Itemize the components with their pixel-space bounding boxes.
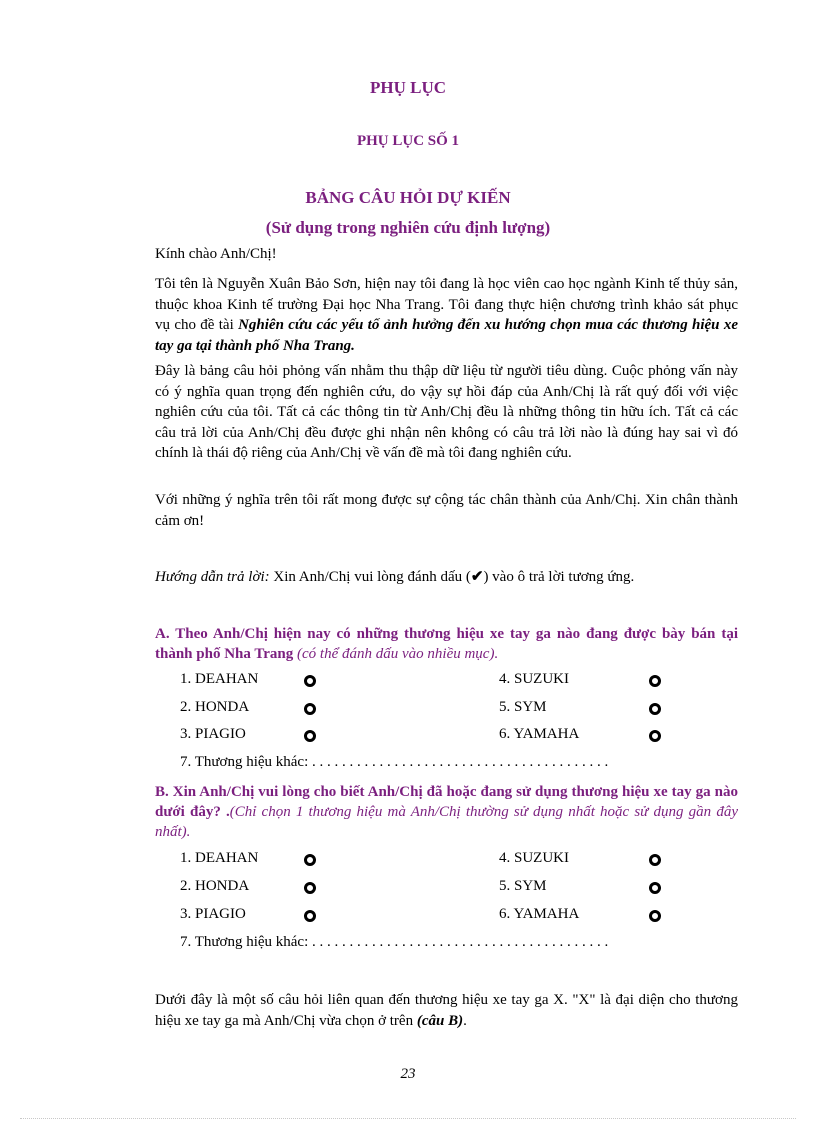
question-b-other-brand[interactable]: 7. Thương hiệu khác: . . . . . . . . . . . . . . . . . . . . . . . . . . . . . . . . . . . . . . . .	[180, 934, 609, 950]
option-sym: 5. SYM	[499, 878, 547, 894]
appendix-number: PHỤ LỤC SỐ 1	[356, 133, 460, 149]
radio-honda[interactable]	[304, 703, 316, 715]
option-yamaha: 6. YAMAHA	[499, 726, 580, 742]
option-suzuki: 4. SUZUKI	[499, 850, 569, 866]
closing-paragraph	[155, 990, 738, 1031]
instruction	[155, 567, 738, 588]
intro-paragraph-1-text: Tôi tên là Nguyễn Xuân Bảo Sơn, hiện nay tôi đang là học viên cao học ngành Kinh tế thủy sản, thuộc khoa Kinh tế trường Đại học Nha Trang. Tôi đang thực hiện chương trình khảo sát phục vụ cho đề tài	[155, 276, 738, 333]
question-b-row-3	[180, 906, 680, 926]
survey-title: BẢNG CÂU HỎI DỰ KIẾN	[305, 188, 511, 207]
intro-paragraph-1	[155, 274, 738, 356]
radio-deahan[interactable]	[304, 675, 316, 687]
instruction-text-after: ) vào ô trả lời tương ứng.	[483, 569, 635, 585]
question-b-row-1	[180, 850, 680, 870]
intro-paragraph-2: Đây là bảng câu hỏi phỏng vấn nhằm thu thập dữ liệu từ người tiêu dùng. Cuộc phỏng vấn này có ý nghĩa quan trọng đến nghiên cứu, do vậy sự hồi đáp của Anh/Chị là rất quý đối với việc nghiên cứu của tôi. Tất cả các thông tin từ Anh/Chị đều là những thông tin hữu ích. Tất cả các câu trả lời của Anh/Chị đều được ghi nhận nên không có câu trả lời nào là đúng hay sai vì đó chính là thái độ riêng của Anh/Chị về vấn đề mà tôi đang nghiên cứu.	[155, 363, 738, 461]
radio-suzuki[interactable]	[649, 854, 661, 866]
radio-honda[interactable]	[304, 882, 316, 894]
radio-suzuki[interactable]	[649, 675, 661, 687]
closing-end: .	[463, 1012, 467, 1029]
radio-piagio[interactable]	[304, 910, 316, 922]
radio-sym[interactable]	[649, 703, 661, 715]
instruction-text-before: Xin Anh/Chị vui lòng đánh dấu (	[269, 569, 471, 585]
appendix-title: PHỤ LỤC	[369, 78, 447, 97]
research-topic: Nghiên cứu các yếu tố ảnh hưởng đến xu hướng chọn mua các thương hiệu xe tay ga tại thành phố Nha Trang.	[155, 317, 738, 354]
option-deahan: 1. DEAHAN	[180, 850, 259, 866]
question-b	[155, 782, 738, 842]
question-a-row-1	[180, 671, 680, 691]
radio-deahan[interactable]	[304, 854, 316, 866]
option-piagio: 3. PIAGIO	[180, 726, 246, 742]
option-suzuki: 4. SUZUKI	[499, 671, 569, 687]
question-b-row-2	[180, 878, 680, 898]
closing-reference: (câu B)	[416, 1012, 464, 1029]
radio-yamaha[interactable]	[649, 910, 661, 922]
option-sym: 5. SYM	[499, 699, 547, 715]
greeting: Kính chào Anh/Chị!	[155, 246, 277, 262]
question-a-row-3	[180, 726, 680, 746]
option-piagio: 3. PIAGIO	[180, 906, 246, 922]
instruction-label: Hướng dẫn trả lời:	[155, 569, 270, 585]
closing-text: Dưới đây là một số câu hỏi liên quan đến thương hiệu xe tay ga X. "X" là đại diện cho thương hiệu xe tay ga mà Anh/Chị vừa chọn ở trên	[155, 992, 738, 1029]
question-a-prompt: A. Theo Anh/Chị hiện nay có những thương hiệu xe tay ga nào đang được bày bán tại thành phố Nha Trang	[155, 626, 738, 662]
question-b-note: (Chỉ chọn 1 thương hiệu mà Anh/Chị thường sử dụng nhất hoặc sử dụng gần đây nhất).	[155, 804, 738, 840]
radio-piagio[interactable]	[304, 730, 316, 742]
option-yamaha: 6. YAMAHA	[499, 906, 580, 922]
option-honda: 2. HONDA	[180, 699, 250, 715]
radio-yamaha[interactable]	[649, 730, 661, 742]
question-a-row-2	[180, 699, 680, 719]
question-a-other-brand[interactable]: 7. Thương hiệu khác: . . . . . . . . . . . . . . . . . . . . . . . . . . . . . . . . . . . . . . . .	[180, 754, 609, 770]
page-number: 23	[400, 1066, 416, 1082]
bottom-divider	[20, 1118, 796, 1119]
radio-sym[interactable]	[649, 882, 661, 894]
option-deahan: 1. DEAHAN	[180, 671, 259, 687]
option-honda: 2. HONDA	[180, 878, 250, 894]
question-b-prompt: B. Xin Anh/Chị vui lòng cho biết Anh/Chị đã hoặc đang sử dụng thương hiệu xe tay ga nào dưới đây? .	[155, 784, 738, 820]
question-a-note: (có thể đánh dấu vào nhiều mục).	[297, 646, 499, 662]
checkmark-icon: ✔	[470, 569, 484, 585]
question-a	[155, 624, 738, 664]
intro-paragraph-3: Với những ý nghĩa trên tôi rất mong được sự cộng tác chân thành của Anh/Chị. Xin chân thành cảm ơn!	[155, 492, 738, 529]
survey-subtitle: (Sử dụng trong nghiên cứu định lượng)	[265, 218, 551, 237]
